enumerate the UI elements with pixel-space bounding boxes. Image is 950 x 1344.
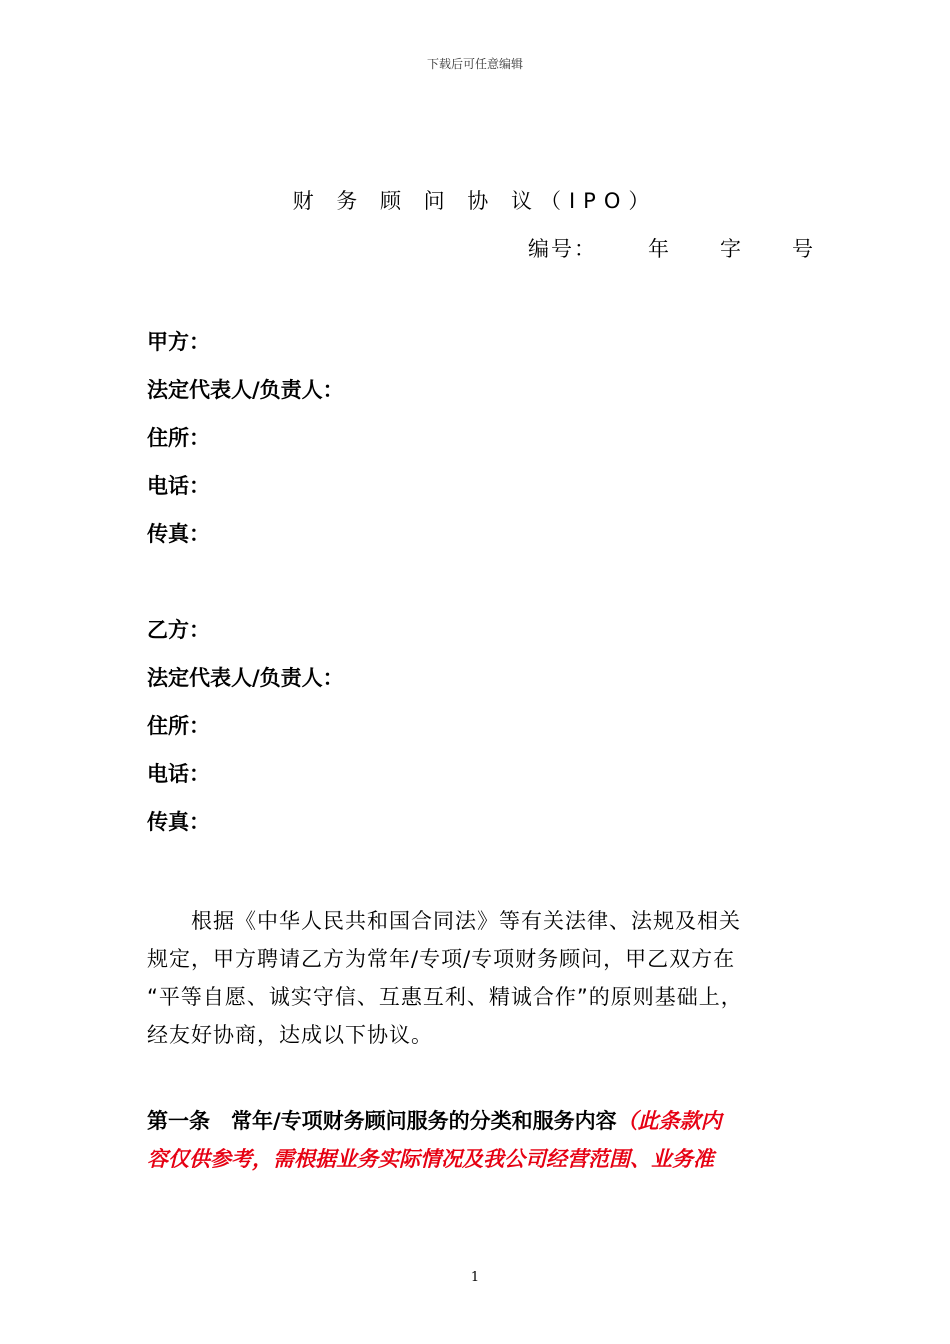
- party-a-address-label: 住所：: [147, 426, 210, 450]
- party-a-block: [147, 329, 344, 569]
- article-1-line-1: [147, 1102, 827, 1140]
- party-a-phone-label: 电话：: [147, 474, 210, 498]
- party-b-block: [147, 617, 344, 857]
- number-char: 字: [720, 237, 741, 261]
- party-b-fax-label: 传真：: [147, 810, 210, 834]
- number-no: 号: [792, 237, 813, 261]
- article-1-note-continued: 容仅供参考，需根据业务实际情况及我公司经营范围、业务准: [147, 1147, 714, 1171]
- party-b-name-label: 乙方：: [147, 618, 210, 642]
- preamble-line: 根据《中华人民共和国合同法》等有关法律、法规及相关: [147, 909, 741, 933]
- party-b-address-label: 住所：: [147, 714, 210, 738]
- article-1-heading: 第一条 常年/专项财务顾问服务的分类和服务内容: [147, 1109, 617, 1133]
- article-1: [147, 1102, 827, 1178]
- party-a-name-label: 甲方：: [147, 330, 210, 354]
- document-number-line: [528, 233, 813, 263]
- page-number: 1: [470, 1270, 480, 1285]
- party-b-rep-label: 法定代表人/负责人：: [147, 666, 344, 690]
- header-note: 下载后可任意编辑: [426, 57, 523, 71]
- preamble-line: “平等自愿、诚实守信、互惠互利、精诚合作”的原则基础上，: [147, 985, 743, 1009]
- article-1-note-start: （此条款内: [616, 1109, 722, 1133]
- preamble-line: 规定，甲方聘请乙方为常年/专项/专项财务顾问，甲乙双方在: [147, 947, 736, 971]
- preamble-line: 经友好协商，达成以下协议。: [147, 1023, 433, 1047]
- party-b-phone-label: 电话：: [147, 762, 210, 786]
- party-a-fax-label: 传真：: [147, 522, 210, 546]
- number-year: 年: [648, 237, 669, 261]
- document-title: 财 务 顾 问 协 议（IPO）: [292, 189, 658, 213]
- party-a-rep-label: 法定代表人/负责人：: [147, 378, 344, 402]
- preamble-paragraph: [147, 902, 815, 1054]
- number-label: 编号：: [528, 237, 597, 261]
